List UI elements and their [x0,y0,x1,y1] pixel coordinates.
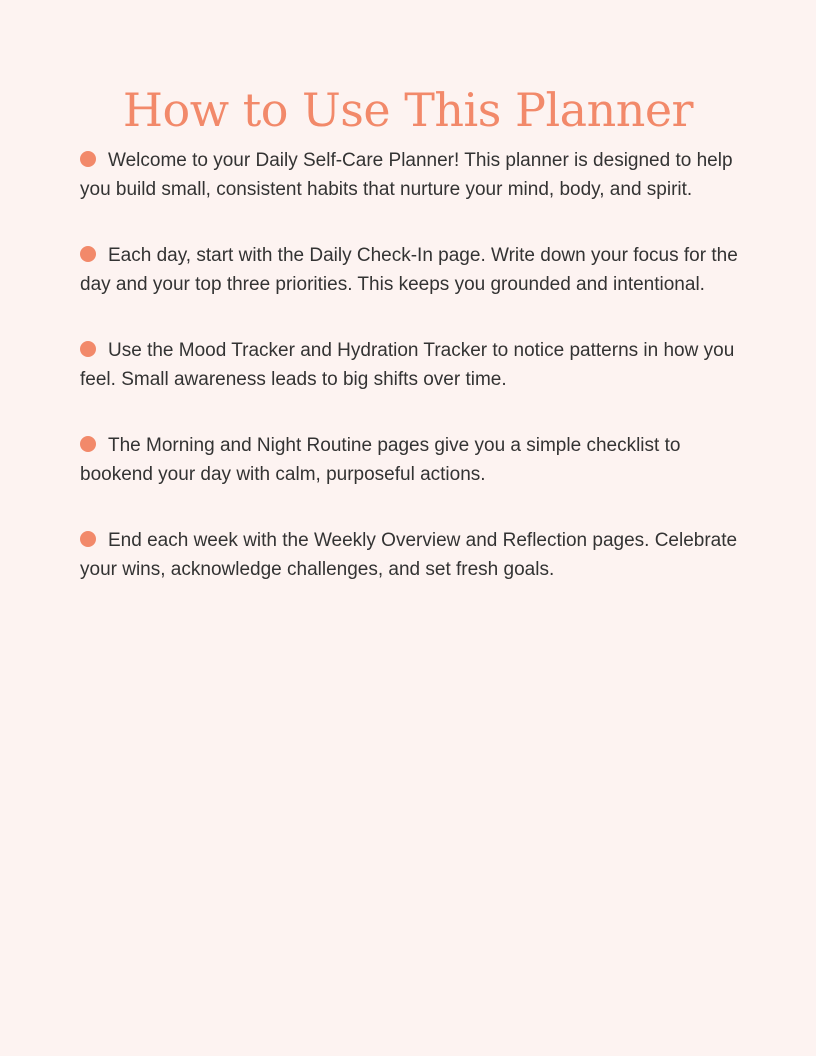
instruction-item [80,146,740,204]
instruction-item [80,431,740,489]
bullet-circle-icon [80,436,96,452]
instruction-text: Use the Mood Tracker and Hydration Tracker to notice patterns in how you feel. Small awareness leads to big shifts over time. [80,340,735,390]
page-title: How to Use This Planner [122,83,694,137]
instruction-text: Each day, start with the Daily Check-In page. Write down your focus for the day and your top three priorities. This keeps you grounded and intentional. [80,245,738,295]
instruction-item [80,336,740,394]
instruction-item [80,241,740,299]
instruction-item [80,526,740,584]
bullet-circle-icon [80,151,96,167]
bullet-circle-icon [80,246,96,262]
instruction-text: The Morning and Night Routine pages give you a simple checklist to bookend your day with calm, purposeful actions. [80,435,681,485]
bullet-circle-icon [80,341,96,357]
instruction-text: Welcome to your Daily Self-Care Planner! This planner is designed to help you build small, consistent habits that nurture your mind, body, and spirit. [80,150,733,200]
bullet-circle-icon [80,531,96,547]
instruction-text: End each week with the Weekly Overview and Reflection pages. Celebrate your wins, acknowledge challenges, and set fresh goals. [80,530,738,580]
